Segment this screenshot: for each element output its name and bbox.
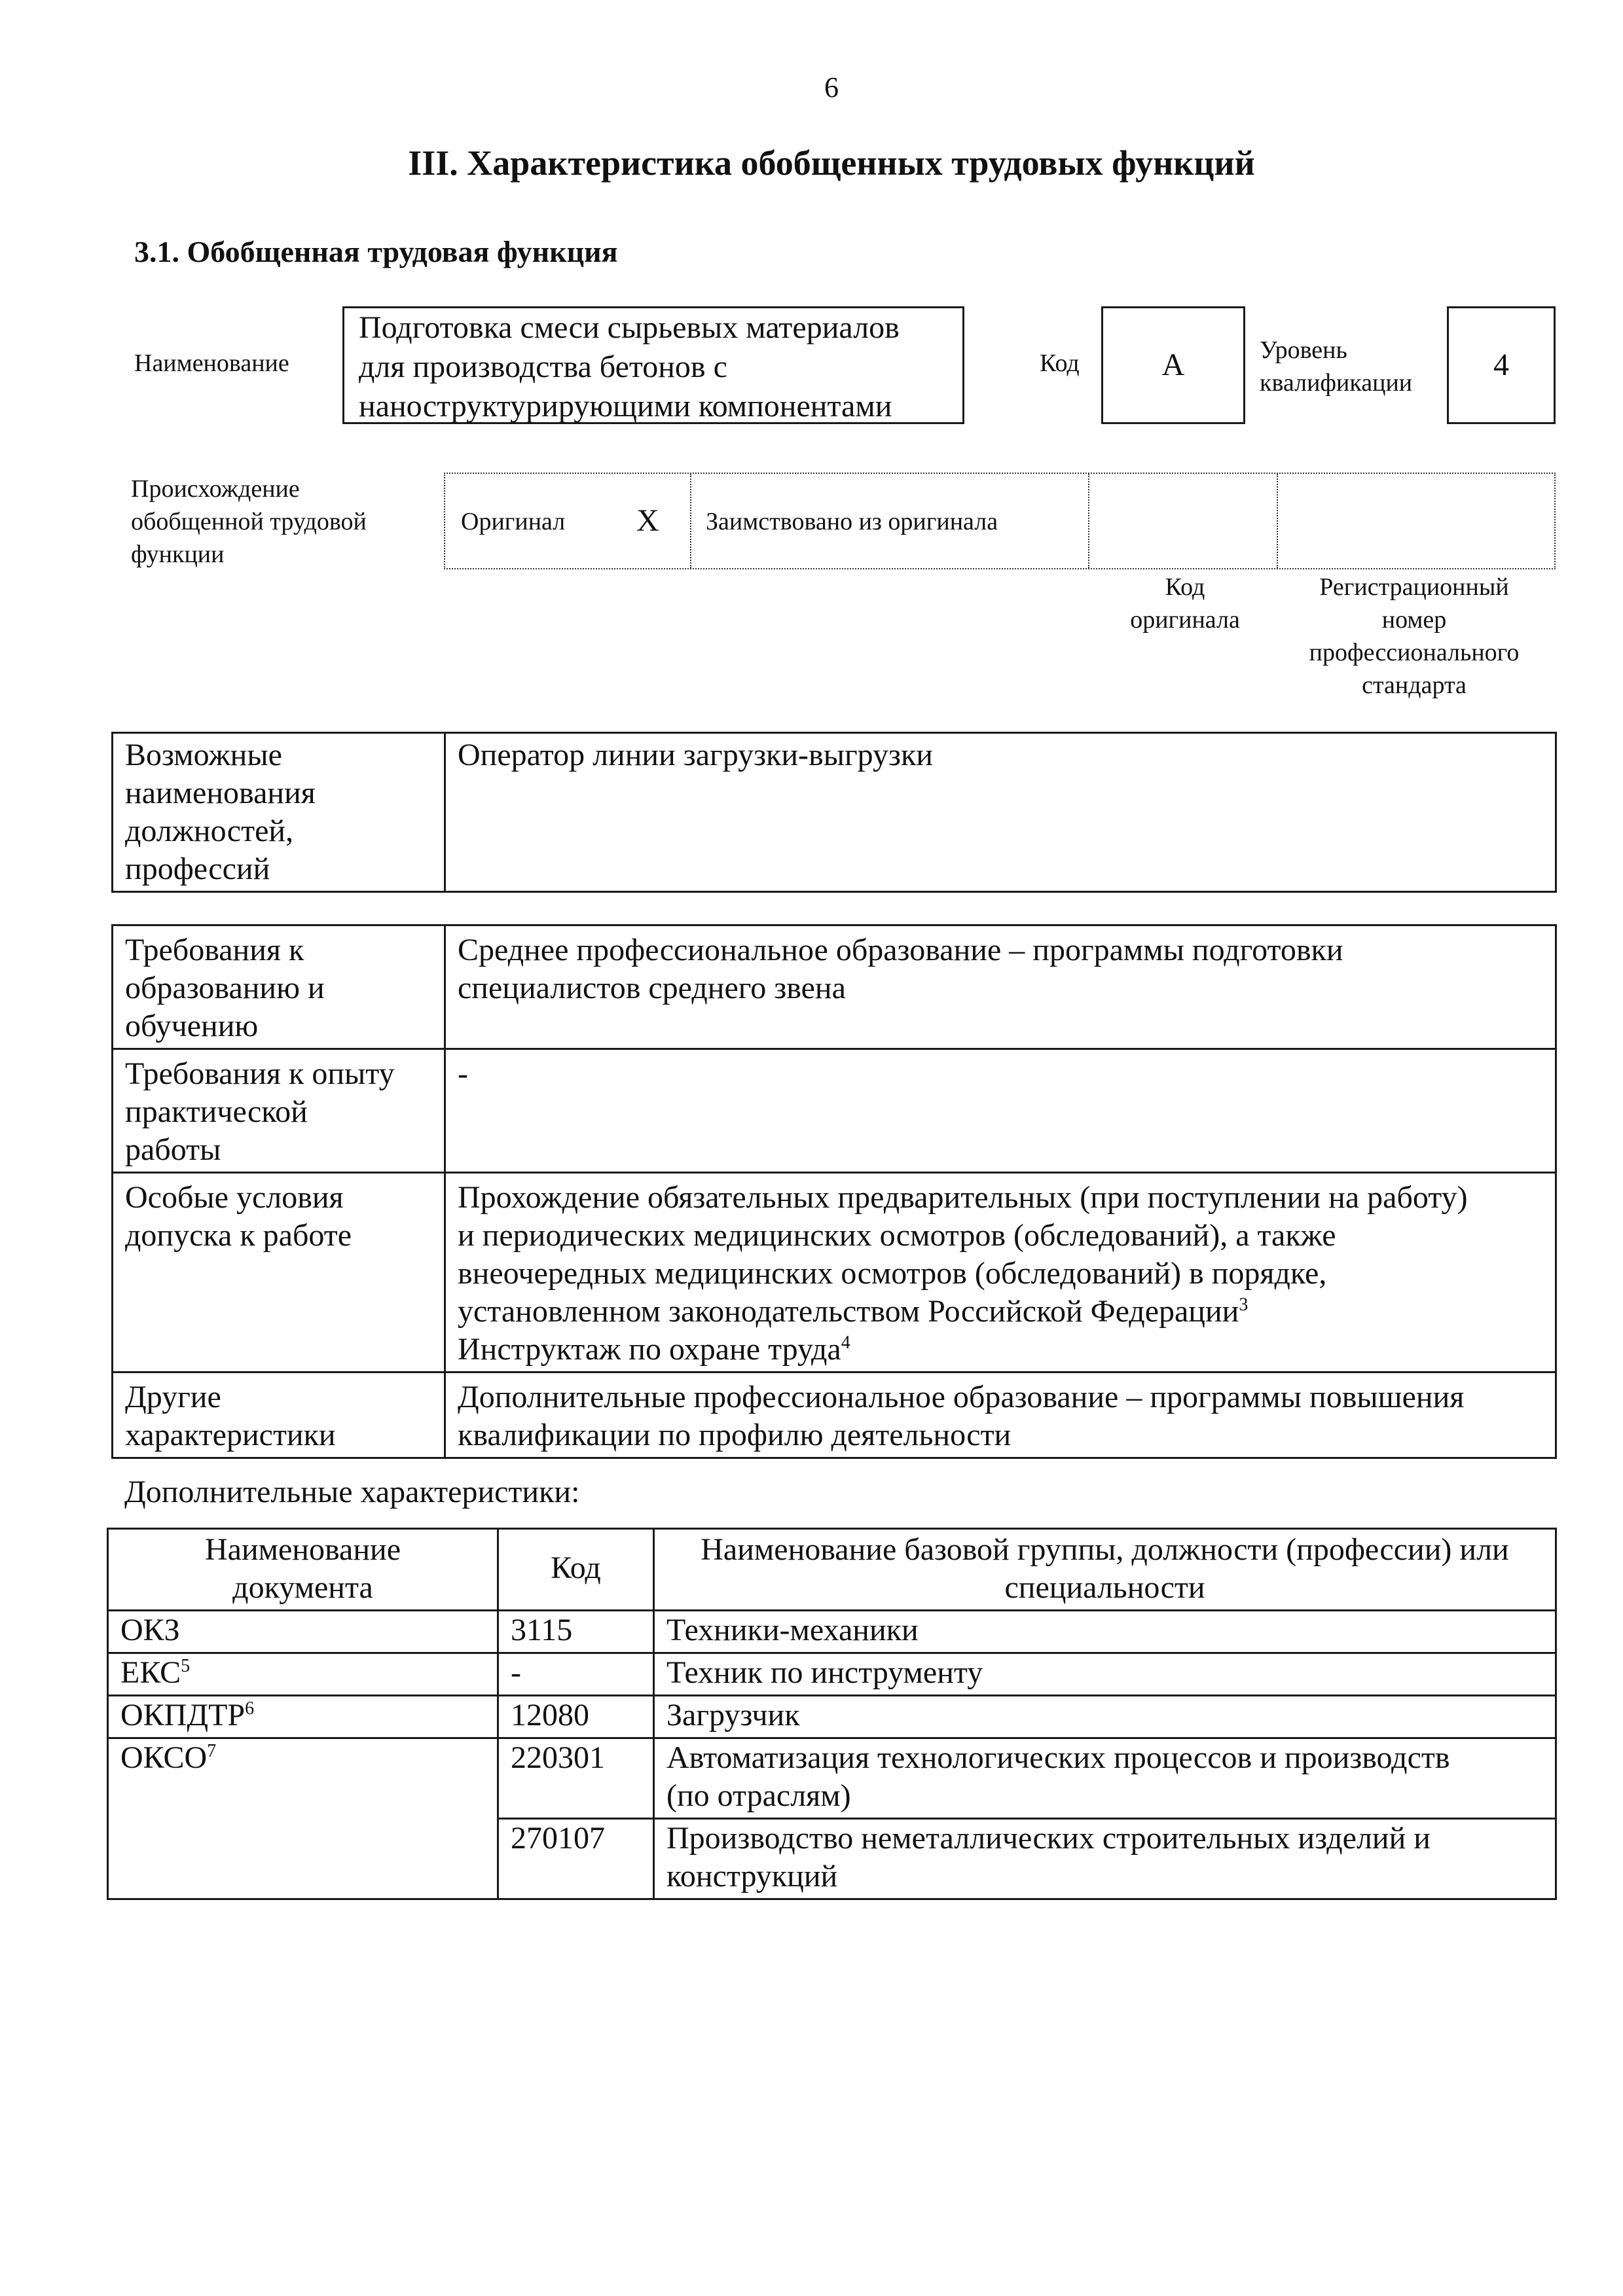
label-line: Другие — [125, 1380, 221, 1414]
code-cell: - — [511, 1655, 521, 1690]
req-experience-label — [113, 1050, 444, 1172]
code-value: А — [1101, 306, 1245, 424]
value-line: квалификации по профилю деятельности — [458, 1418, 1012, 1452]
label-line: характеристики — [125, 1418, 336, 1452]
footnote-mark: 4 — [841, 1333, 850, 1353]
header-line: Наименование базовой группы, должности (профессии) или — [701, 1532, 1509, 1567]
caption-line: номер — [1381, 606, 1447, 634]
table-row — [108, 1611, 1556, 1653]
name-line: Автоматизация технологических процессов и производств — [666, 1740, 1450, 1775]
value-line: специалистов среднего звена — [458, 971, 846, 1005]
label-line: профессий — [125, 852, 270, 886]
additional-heading: Дополнительные характеристики: — [124, 1475, 580, 1509]
origin-label — [131, 473, 367, 571]
borrowed-label: Заимствовано из оригинала — [706, 508, 998, 535]
label-line: практической — [125, 1094, 308, 1129]
positions-value: Оператор линии загрузки-выгрузки — [458, 738, 933, 772]
col-header-document — [109, 1530, 497, 1609]
function-name-line: Подготовка смеси сырьевых материалов — [359, 310, 900, 345]
value-line: установленном законодательством Российской Федерации$^3$ — [458, 1294, 1249, 1329]
caption-line: профессионального — [1309, 639, 1520, 666]
footnote-mark: 6 — [245, 1698, 255, 1719]
table-row — [108, 1696, 1556, 1738]
name-line: конструкций — [666, 1859, 838, 1893]
origin-label-line: обобщенной трудовой — [131, 508, 367, 535]
req-education-value — [446, 926, 1555, 1010]
doc-cell: ОКЗ — [120, 1613, 180, 1647]
value-line: Дополнительные профессиональное образование – программы повышения — [458, 1380, 1465, 1414]
function-name-line: наноструктурирующими компонентами — [359, 389, 892, 423]
table-row — [113, 1173, 1556, 1372]
req-other-label — [113, 1373, 444, 1457]
function-name-line: для производства бетонов с — [359, 350, 727, 384]
page-number: 6 — [824, 71, 839, 103]
code-cell: 220301 — [511, 1740, 605, 1775]
origin-divider — [1277, 474, 1278, 568]
label-line: должностей, — [125, 814, 294, 848]
header-line: специальности — [1004, 1570, 1205, 1605]
req-conditions-value — [446, 1174, 1555, 1371]
footnote-mark: 3 — [1239, 1295, 1249, 1315]
positions-label — [113, 734, 444, 891]
value-line: и периодических медицинских осмотров (обследований), а также — [458, 1218, 1336, 1253]
label-line: обучению — [125, 1009, 259, 1043]
label-line: допуска к работе — [125, 1218, 352, 1253]
label-line: Возможные — [125, 738, 282, 772]
value-line: Прохождение обязательных предварительных (при поступлении на работу) — [458, 1180, 1468, 1215]
name-cell — [655, 1739, 1555, 1818]
value-line: Среднее профессиональное образование – программы подготовки — [458, 933, 1343, 967]
origin-label-line: Происхождение — [131, 475, 300, 503]
footnote-mark: 7 — [207, 1741, 217, 1761]
label-line: наименования — [125, 776, 316, 810]
level-label-line: Уровень — [1260, 336, 1347, 364]
caption-line: Регистрационный — [1319, 573, 1509, 601]
table-row — [113, 733, 1556, 892]
origin-label-line: функции — [131, 541, 225, 568]
header-line: документа — [232, 1570, 373, 1605]
table-row — [113, 1372, 1556, 1458]
caption-line: оригинала — [1130, 606, 1240, 634]
function-name-label: Наименование — [134, 350, 289, 377]
footnote-mark: 5 — [181, 1656, 191, 1676]
origin-row — [444, 473, 1556, 569]
caption-line: Код — [1165, 573, 1205, 601]
function-name-box — [342, 306, 964, 424]
code-cell: 3115 — [511, 1613, 573, 1647]
name-line: (по отраслям) — [666, 1778, 851, 1813]
label-line: Требования к — [125, 933, 304, 967]
name-cell: Техник по инструменту — [666, 1655, 983, 1690]
code-cell: 12080 — [511, 1698, 589, 1732]
origin-divider — [1088, 474, 1089, 568]
doc-cell: ЕКС$^5$ — [120, 1655, 191, 1690]
code-original-caption — [1087, 571, 1283, 636]
caption-line: стандарта — [1362, 672, 1467, 699]
level-value: 4 — [1447, 306, 1556, 424]
table-row — [108, 1738, 1556, 1819]
table-row — [113, 925, 1556, 1049]
doc-cell: ОКСО$^7$ — [120, 1740, 217, 1775]
table-row — [113, 1049, 1556, 1173]
name-line: Производство неметаллических строительных изделий и — [666, 1821, 1431, 1856]
label-line: Особые условия — [125, 1180, 344, 1215]
subsection-title: 3.1. Обобщенная трудовая функция — [134, 235, 618, 268]
original-mark: X — [636, 503, 659, 538]
req-education-label — [113, 926, 444, 1048]
reg-number-caption — [1277, 571, 1552, 702]
requirements-table — [111, 924, 1557, 1459]
section-title: III. Характеристика обобщенных трудовых функций — [408, 143, 1255, 183]
positions-table — [111, 732, 1557, 893]
col-header-code: Код — [551, 1551, 601, 1585]
level-label — [1260, 334, 1412, 399]
value-line: внеочередных медицинских осмотров (обследований) в порядке, — [458, 1256, 1327, 1291]
header-line: Наименование — [204, 1532, 401, 1567]
level-label-line: квалификации — [1260, 369, 1413, 397]
origin-divider — [690, 474, 691, 568]
additional-table — [107, 1528, 1557, 1900]
table-header-row — [108, 1529, 1556, 1611]
value-line: Инструктаж по охране труда$^4$ — [458, 1332, 850, 1367]
req-other-value — [446, 1373, 1555, 1457]
req-experience-value: - — [458, 1056, 468, 1091]
original-label: Оригинал — [461, 508, 566, 535]
name-cell: Техники-механики — [666, 1613, 919, 1647]
label-line: работы — [125, 1132, 221, 1167]
code-label: Код — [1040, 350, 1080, 377]
label-line: образованию и — [125, 971, 325, 1005]
code-cell: 270107 — [511, 1821, 605, 1856]
table-row — [108, 1653, 1556, 1696]
name-cell: Загрузчик — [666, 1698, 800, 1732]
req-conditions-label — [113, 1174, 444, 1257]
doc-cell: ОКПДТР$^6$ — [120, 1698, 255, 1732]
label-line: Требования к опыту — [125, 1056, 395, 1091]
name-cell — [655, 1820, 1555, 1898]
col-header-name — [655, 1530, 1555, 1609]
